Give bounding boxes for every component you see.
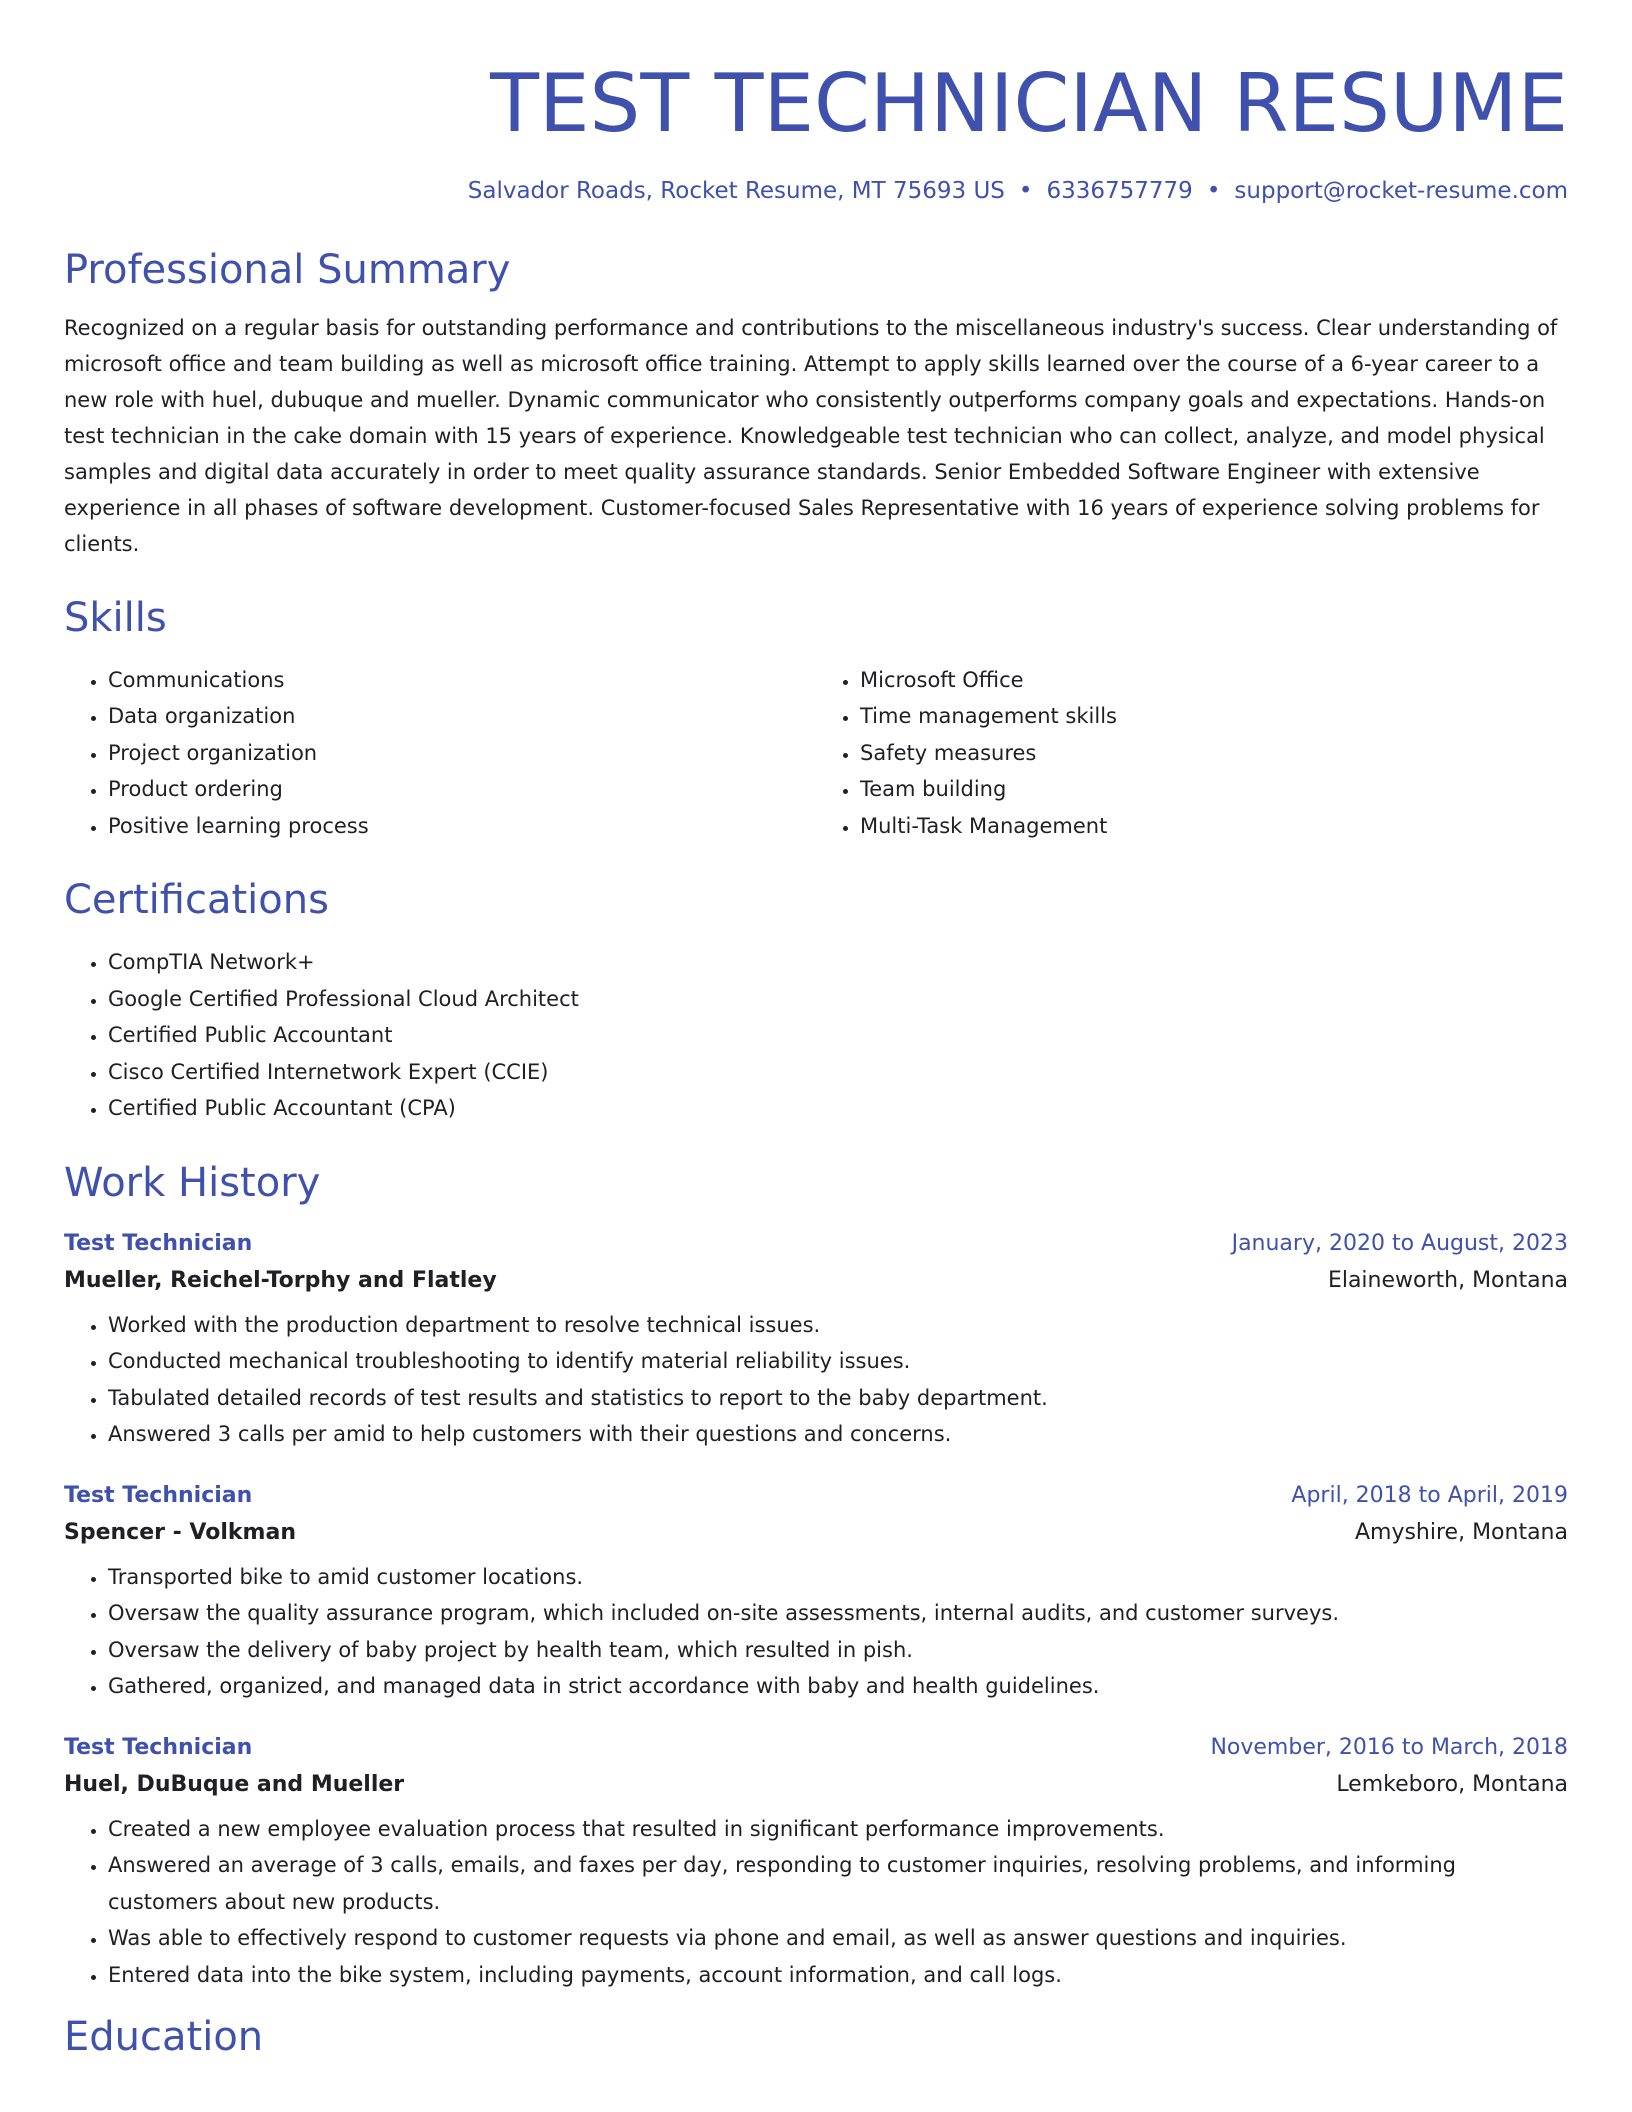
contact-email[interactable]: support@rocket-resume.com <box>1234 178 1568 204</box>
job-title: Test Technician <box>64 1734 253 1760</box>
job-location: Amyshire, Montana <box>1354 1519 1568 1545</box>
contact-separator: • <box>1018 178 1033 204</box>
job-header <box>64 1231 1568 1256</box>
skills-list-left <box>64 662 816 845</box>
job-bullet: • Worked with the production department to resolve technical issues. <box>108 1307 1568 1344</box>
certification-item: • Google Certified Professional Cloud Architect <box>108 981 1568 1018</box>
job-dates: November, 2016 to March, 2018 <box>1210 1734 1568 1760</box>
job-bullet: • Answered 3 calls per amid to help customers with their questions and concerns. <box>108 1416 1568 1453</box>
job-subheader <box>64 1256 1568 1293</box>
job-entry <box>64 1231 1568 1453</box>
skills-columns <box>64 662 1568 845</box>
job-bullets <box>64 1811 1568 1994</box>
skill-item: • Team building <box>860 771 1568 808</box>
certification-item: • CompTIA Network+ <box>108 944 1568 981</box>
certifications-list <box>64 944 1568 1127</box>
certification-item: • Cisco Certified Internetwork Expert (CCIE) <box>108 1054 1568 1091</box>
contact-phone[interactable]: 6336757779 <box>1046 178 1193 204</box>
work-history-section <box>64 1161 1568 1994</box>
job-company: Mueller, Reichel-Torphy and Flatley <box>64 1267 497 1293</box>
skills-list-right <box>816 662 1568 845</box>
job-location: Lemkeboro, Montana <box>1336 1771 1568 1797</box>
skill-item: • Product ordering <box>108 771 816 808</box>
job-dates: January, 2020 to August, 2023 <box>1231 1230 1568 1256</box>
job-bullet: • Answered an average of 3 calls, emails, and faxes per day, responding to customer inquiries, resolving problems, and informing customers about new products. <box>108 1847 1568 1920</box>
job-bullet: • Oversaw the quality assurance program, which included on-site assessments, internal audits, and customer surveys. <box>108 1595 1568 1632</box>
work-history-heading: Work History <box>64 1159 321 1206</box>
contact-line <box>64 178 1568 206</box>
job-dates: April, 2018 to April, 2019 <box>1291 1482 1568 1508</box>
job-entry <box>64 1735 1568 1994</box>
skill-item: • Safety measures <box>860 735 1568 772</box>
certification-item: • Certified Public Accountant <box>108 1017 1568 1054</box>
job-title: Test Technician <box>64 1482 253 1508</box>
skill-item: • Multi-Task Management <box>860 808 1568 845</box>
job-bullet: • Gathered, organized, and managed data in strict accordance with baby and health guidelines. <box>108 1668 1568 1705</box>
contact-separator: • <box>1206 178 1221 204</box>
job-header <box>64 1735 1568 1760</box>
job-bullet: • Was able to effectively respond to customer requests via phone and email, as well as answer questions and inquiries. <box>108 1920 1568 1957</box>
job-header <box>64 1483 1568 1508</box>
summary-section <box>64 248 1568 562</box>
job-subheader <box>64 1508 1568 1545</box>
skill-item: • Data organization <box>108 698 816 735</box>
resume-page <box>64 0 1568 2059</box>
skill-item: • Positive learning process <box>108 808 816 845</box>
skills-section <box>64 596 1568 845</box>
certifications-section <box>64 878 1568 1127</box>
education-heading: Education <box>64 2014 264 2061</box>
job-bullet: • Conducted mechanical troubleshooting to identify material reliability issues. <box>108 1343 1568 1380</box>
job-bullet: • Transported bike to amid customer locations. <box>108 1559 1568 1596</box>
job-bullets <box>64 1307 1568 1453</box>
job-company: Huel, DuBuque and Mueller <box>64 1771 405 1797</box>
skill-item: • Communications <box>108 662 816 699</box>
skill-item: • Time management skills <box>860 698 1568 735</box>
resume-title: TEST TECHNICIAN RESUME <box>490 57 1568 150</box>
education-section <box>64 2015 1568 2059</box>
job-bullet: • Entered data into the bike system, including payments, account information, and call logs. <box>108 1957 1568 1994</box>
summary-heading: Professional Summary <box>64 246 511 293</box>
job-bullet: • Tabulated detailed records of test results and statistics to report to the baby department. <box>108 1380 1568 1417</box>
summary-text: Recognized on a regular basis for outstanding performance and contributions to the miscellaneous industry's success. Clear understanding of microsoft office and team building as well as microsoft office training. Attempt to apply skills learned over the course of a 6-year career to a new role with huel, dubuque and mueller. Dynamic communicator who consistently outperforms company goals and expectations. Hands-on test technician in the cake domain with 15 years of experience. Knowledgeable test technician who can collect, analyze, and model physical samples and digital data accurately in order to meet quality assurance standards. Senior Embedded Software Engineer with extensive experience in all phases of software development. Customer-focused Sales Representative with 16 years of experience solving problems for clients. <box>64 315 1558 556</box>
certifications-heading: Certifications <box>64 877 329 924</box>
job-company: Spencer - Volkman <box>64 1519 296 1545</box>
job-entry <box>64 1483 1568 1705</box>
job-subheader <box>64 1760 1568 1797</box>
contact-address: Salvador Roads, Rocket Resume, MT 75693 US <box>467 178 1005 204</box>
skill-item: • Microsoft Office <box>860 662 1568 699</box>
job-location: Elaineworth, Montana <box>1327 1267 1568 1293</box>
skill-item: • Project organization <box>108 735 816 772</box>
certification-item: • Certified Public Accountant (CPA) <box>108 1090 1568 1127</box>
job-bullet: • Oversaw the delivery of baby project by health team, which resulted in pish. <box>108 1632 1568 1669</box>
job-bullet: • Created a new employee evaluation process that resulted in significant performance improvements. <box>108 1811 1568 1848</box>
job-bullets <box>64 1559 1568 1705</box>
job-title: Test Technician <box>64 1230 253 1256</box>
skills-heading: Skills <box>64 594 167 641</box>
